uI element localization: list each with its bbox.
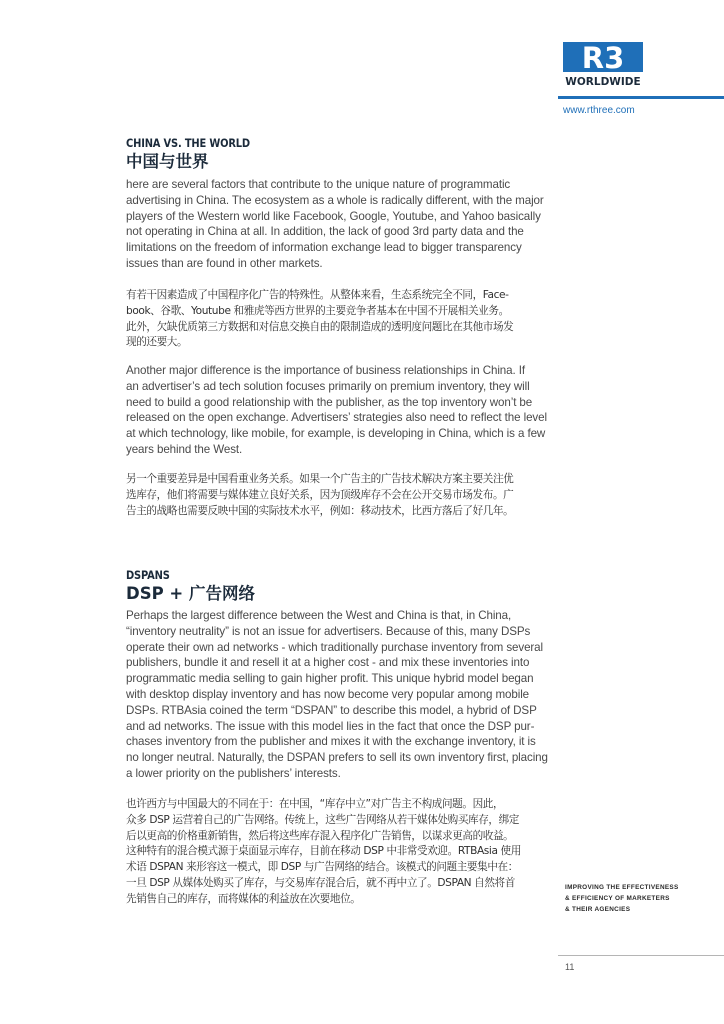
- text-line: Another major difference is the importance of business relationships in China. If: [126, 364, 525, 377]
- text-line: 众多 DSP 运营着自己的广告网络。传统上，这些广告网络从若干媒体处购买库存，绑定: [126, 813, 519, 826]
- text-line: DSPs. RTBAsia coined the term “DSPAN” to describe this model, a hybrid of DSP: [126, 703, 537, 717]
- text-line: no longer neutral. Naturally, the DSPAN prefers to sell its own inventory first, placing: [126, 751, 548, 765]
- footer-rule: [558, 955, 724, 956]
- text-line: 这种特有的混合模式源于桌面显示库存，目前在移动 DSP 中非常受欢迎。RTBAsia 使用: [126, 845, 521, 858]
- text-line: limitations on the freedom of information exchange lead to bigger transparency: [126, 241, 522, 255]
- text-line: publishers, bundle it and resell it at a higher cost - and mix these inventories into: [126, 656, 530, 670]
- section-china-vs-world: [126, 136, 598, 172]
- section-dspans: [126, 568, 598, 604]
- paragraph-cn: [126, 472, 598, 519]
- section-title-cn: 中国与世界: [126, 152, 209, 171]
- text-line: 此外，欠缺优质第三方数据和对信息交换自由的限制造成的透明度问题比在其他市场发: [126, 320, 514, 333]
- text-line: 告主的战略也需要反映中国的实际技术水平，例如：移动技术，比西方落后了好几年。: [126, 504, 514, 517]
- text-line: a lower priority on the publishers’ interests.: [126, 766, 341, 780]
- text-line: with desktop display inventory and has now become very popular among mobile: [126, 687, 530, 701]
- section-label: CHINA VS. THE WORLD: [126, 136, 250, 150]
- text-line: 也许西方与中国最大的不同在于：在中国，“库存中立”对广告主不构成问题。因此，: [126, 798, 504, 810]
- r3-worldwide-logo: [563, 42, 643, 88]
- text-line: issues than are found in other markets.: [126, 256, 323, 270]
- text-line: programmatic media selling to gain higher profit. This unique hybrid model began: [126, 672, 534, 686]
- text-line: 术语 DSPAN 来形容这一模式，即 DSP 与广告网络的结合。该模式的问题主要集中在：: [126, 861, 518, 874]
- text-line: Perhaps the largest difference between the West and China is that, in China,: [126, 609, 512, 622]
- logo-mark: R3: [581, 42, 625, 75]
- text-line: here are several factors that contribute to the unique nature of programmatic: [126, 178, 511, 191]
- text-line: “inventory neutrality” is not an issue for advertisers. Because of this, many DSPs: [126, 624, 531, 638]
- header-rule: [558, 96, 724, 99]
- paragraph-cn: [126, 797, 598, 908]
- text-line: and ad networks. The issue with this model lies in the fact that once the DSP pur-: [126, 719, 535, 733]
- tagline-line: & THEIR AGENCIES: [565, 906, 631, 913]
- site-url[interactable]: www.rthree.com: [563, 105, 635, 116]
- text-line: need to build a good relationship with the publisher, as the top inventory won’t be: [126, 395, 533, 409]
- paragraph-en: [126, 363, 598, 458]
- text-line: at which technology, like mobile, for example, is developing in China, which is a few: [126, 427, 546, 441]
- page-number: 11: [565, 962, 575, 972]
- text-line: years behind the West.: [126, 442, 243, 456]
- text-line: not operating in China at all. In addition, the lack of good 3rd party data and the: [126, 225, 524, 239]
- text-line: 选库存，他们将需要与媒体建立良好关系，因为顶级库存不会在公开交易市场发布。广: [126, 488, 514, 501]
- text-line: 另一个重要差异是中国看重业务关系。如果一个广告主的广告技术解决方案主要关注优: [126, 473, 514, 485]
- text-line: 一旦 DSP 从媒体处购买了库存，与交易库存混合后，就不再中立了。DSPAN 自然将首: [126, 876, 515, 889]
- tagline-line: IMPROVING THE EFFECTIVENESS: [565, 884, 679, 891]
- section-title-cn: DSP + 广告网络: [126, 584, 255, 603]
- paragraph-en: [126, 177, 598, 272]
- section-label: DSPANS: [126, 568, 170, 582]
- paragraph-cn: [126, 288, 598, 351]
- text-line: an advertiser’s ad tech solution focuses primarily on premium inventory, they will: [126, 379, 530, 393]
- footer-tagline: [565, 882, 679, 915]
- text-line: 有若干因素造成了中国程序化广告的特殊性。从整体来看，生态系统完全不同，Face-: [126, 289, 509, 301]
- text-line: 后以更高的价格重新销售，然后将这些库存混入程序化广告销售，以谋求更高的收益。: [126, 829, 514, 842]
- text-line: released on the open exchange. Advertisers’ strategies also need to reflect the level: [126, 411, 547, 425]
- paragraph-en: [126, 608, 598, 782]
- logo-wordmark: WORLDWIDE: [565, 76, 641, 88]
- text-line: players of the Western world like Facebook, Google, Youtube, and Yahoo basically: [126, 209, 541, 223]
- text-line: book、谷歌、Youtube 和雅虎等西方世界的主要竞争者基本在中国不开展相关业务。: [126, 304, 509, 317]
- text-line: advertising in China. The ecosystem as a whole is radically different, with the major: [126, 193, 544, 207]
- text-line: chases inventory from the publisher and mixes it with the exchange inventory, it is: [126, 735, 536, 749]
- text-line: 现的还要大。: [126, 336, 188, 349]
- text-line: operate their own ad networks - which traditionally purchase inventory from several: [126, 640, 544, 654]
- text-line: 先销售自己的库存，而将媒体的利益放在次要地位。: [126, 892, 361, 905]
- tagline-line: & EFFICIENCY OF MARKETERS: [565, 895, 670, 902]
